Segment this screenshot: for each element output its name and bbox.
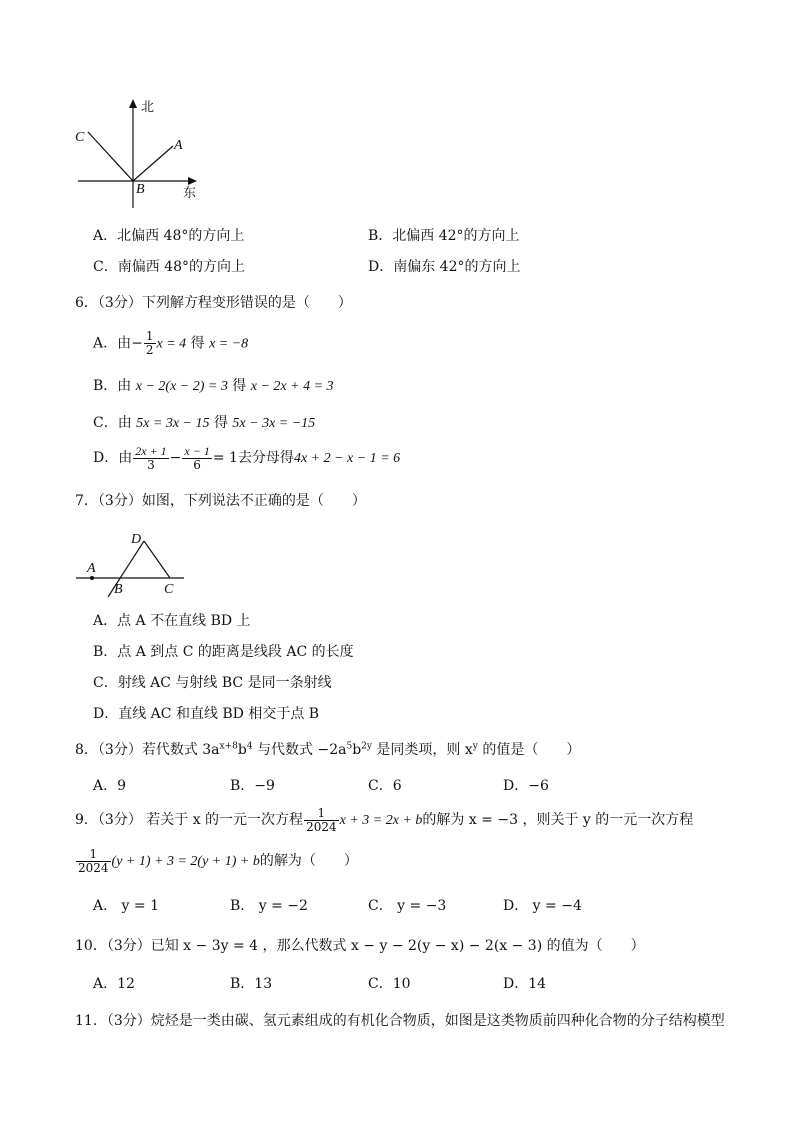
q8-option-a: A．9	[93, 778, 127, 794]
point-c-label: C	[75, 130, 85, 145]
q7-option-a: A．点 A 不在直线 BD 上	[93, 613, 251, 629]
q6-a-fraction: $\frac{1}{2}$	[145, 329, 154, 357]
q6-c-eq1: 5x = 3x − 15	[136, 416, 210, 431]
q11-stem: 11．（3分）烷烃是一类由碳、氢元素组成的有机化合物质，如图是这类物质前四种化合物的分子结构模型	[75, 1013, 725, 1029]
q6-d-mid: 去分母得	[237, 450, 294, 466]
q6-a-mid: 得	[190, 335, 205, 352]
east-label: 东	[183, 186, 197, 201]
q5-option-b: B．北偏西 42°的方向上	[368, 228, 520, 244]
q7-option-b: B．点 A 到点 C 的距离是线段 AC 的长度	[93, 644, 354, 660]
q5-option-d: D．南偏东 42°的方向上	[368, 259, 521, 275]
q5-option-c: C．南偏西 48°的方向上	[93, 259, 245, 275]
q9-fraction-2: $\frac{1}{2024}$	[78, 846, 109, 875]
segment-dc	[144, 541, 170, 578]
q9-option-a: A． y = 1	[93, 898, 160, 914]
point-a-label: A	[174, 138, 183, 153]
point-b-label: B	[136, 182, 145, 197]
q7-option-c: C．射线 AC 与射线 BC 是同一条射线	[93, 675, 332, 691]
q9-option-c: C． y = −3	[368, 898, 447, 914]
q6-b-eq2: x − 2x + 4 = 3	[250, 379, 334, 394]
q10-option-d: D．14	[503, 976, 547, 992]
q6-c-prefix: C．由	[93, 415, 132, 431]
q6-option-c	[93, 414, 315, 433]
q6-option-d: D．由 $\frac{2x + 1}{3}$ − $\frac{x - 1}{6}$ = 1去分母得4x + 2 − x − 1 = 6	[93, 443, 401, 472]
q6-d-prefix: D．由	[93, 450, 133, 466]
ray-bc	[88, 132, 133, 181]
q6-d-eq2: 4x + 2 − x − 1 = 6	[293, 451, 401, 466]
north-arrowhead	[129, 99, 137, 108]
q10-stem: 10．（3分）已知 x − 3y = 4 ，那么代数式 x − y − 2(y − x) − 2(x − 3) 的值为（ ）	[75, 938, 645, 954]
q8-option-b: B．−9	[230, 778, 275, 794]
point-d-label: D	[131, 532, 142, 547]
q9-stem-line1: 9．（3分） 若关于 x 的一元一次方程 $\frac{1}{2024}$ x + 3 = 2x + b的解为 x = −3 ，则关于 y 的一元一次方程	[75, 805, 694, 834]
q8-option-c: C．6	[368, 778, 402, 794]
ray-ba	[133, 146, 173, 181]
q6-b-mid: 得	[232, 378, 247, 394]
q6-d-fraction-2: $\frac{x - 1}{6}$	[184, 443, 210, 472]
q6-b-eq1: x − 2(x − 2) = 3	[135, 379, 228, 394]
q7-stem: 7．（3分）如图，下列说法不正确的是（ ）	[75, 493, 366, 509]
point-b-label: B	[114, 582, 123, 597]
q6-a-prefix: A．由	[93, 335, 132, 352]
q6-c-mid: 得	[213, 415, 228, 431]
east-arrowhead	[188, 177, 197, 185]
q10-option-c: C．10	[368, 976, 411, 992]
triangle-figure	[72, 525, 192, 600]
point-a-label: A	[87, 561, 96, 576]
q9-stem-line2: $\frac{1}{2024}$ (y + 1) + 3 = 2(y + 1) + b的解为（ ）	[78, 846, 358, 875]
q10-option-a: A．12	[93, 976, 135, 992]
q8-option-d: D．−6	[503, 778, 549, 794]
q8-stem: 8．（3分）若代数式 $3a^{x+8}b^4$ 与代数式 $-2a^5b^{2y}$ 是同类项，则 $x^y$ 的值是（ ）	[75, 741, 581, 758]
q5-option-a: A．北偏西 48°的方向上	[93, 228, 245, 244]
q6-c-eq2: 5x − 3x = −15	[232, 416, 316, 431]
point-a	[90, 576, 94, 580]
q6-option-a: A．由− $\frac{1}{2}$ x = 4 得 x = −8	[93, 329, 249, 357]
q7-option-d: D．直线 AC 和直线 BD 相交于点 B	[93, 706, 320, 722]
point-c-label: C	[164, 582, 174, 597]
north-label: 北	[141, 100, 155, 115]
q9-option-b: B． y = −2	[230, 898, 308, 914]
q9-fraction: $\frac{1}{2024}$	[306, 805, 337, 834]
q10-option-b: B．13	[230, 976, 273, 992]
q6-a-eq2: x = −8	[209, 336, 249, 352]
direction-figure	[70, 96, 210, 216]
q6-d-eq-tail: = 1	[212, 450, 238, 466]
q6-option-b	[93, 377, 334, 396]
q9-option-d: D． y = −4	[503, 898, 582, 914]
q6-a-eq1: x = 4	[156, 336, 187, 352]
q6-d-fraction-1: $\frac{2x + 1}{3}$	[135, 443, 167, 472]
q6-b-prefix: B．由	[93, 378, 132, 394]
q6-stem: 6．（3分）下列解方程变形错误的是（ ）	[75, 295, 352, 311]
